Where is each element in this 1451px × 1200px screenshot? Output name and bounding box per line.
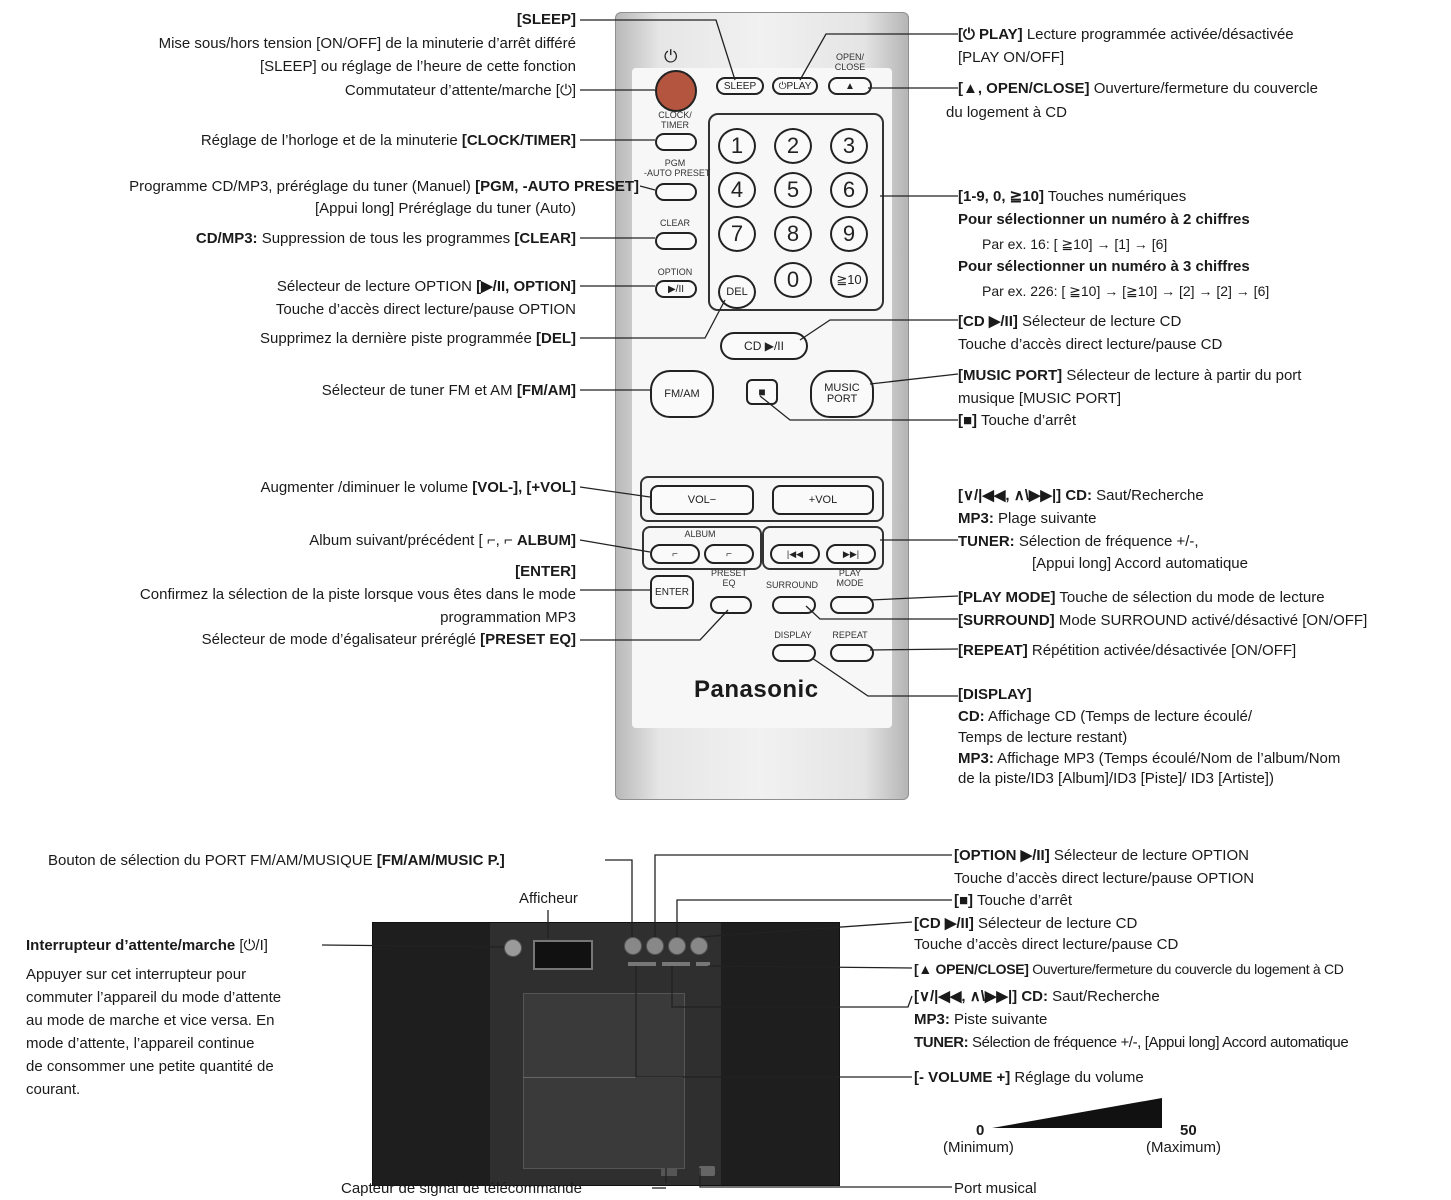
preset-eq-caption: PRESET EQ bbox=[710, 568, 747, 588]
display-window bbox=[533, 940, 593, 970]
num-2digit: Pour sélectionner un numéro à 2 chiffres bbox=[958, 211, 1250, 228]
enter-button[interactable]: ENTER bbox=[650, 575, 694, 609]
vol-plus-button[interactable]: +VOL bbox=[772, 485, 874, 515]
clear-button[interactable] bbox=[655, 232, 697, 250]
clear-caption: CLEAR bbox=[659, 218, 690, 228]
play-mode-label: [PLAY MODE] Touche de sélection du mode de lecture bbox=[958, 589, 1325, 606]
mp-label: [MUSIC PORT] Sélecteur de lecture à partir du port bbox=[958, 367, 1302, 384]
music-port-label: Port musical bbox=[954, 1180, 1037, 1197]
album-label: Album suivant/précédent [ ⌐, ⌐ ALBUM] bbox=[309, 532, 576, 549]
sleep-button[interactable]: SLEEP bbox=[716, 77, 764, 95]
number-button[interactable]: 8 bbox=[774, 216, 812, 252]
repeat-button[interactable] bbox=[830, 644, 874, 662]
device-standby-label: Interrupteur d’attente/marche [⏻/I] bbox=[26, 937, 268, 954]
number-button[interactable]: 2 bbox=[774, 128, 812, 164]
standby-label: Commutateur d’attente/marche [⏻] bbox=[344, 82, 576, 99]
surround-caption: SURROUND bbox=[765, 580, 818, 590]
open-label: [▲, OPEN/CLOSE] Ouverture/fermeture du couvercle bbox=[958, 80, 1318, 97]
number-button[interactable]: 9 bbox=[830, 216, 868, 252]
number-button[interactable]: 1 bbox=[718, 128, 756, 164]
album-prev-button[interactable]: ⌐ bbox=[650, 544, 700, 564]
display-mp3-line2: de la piste/ID3 [Album]/ID3 [Piste]/ ID3 [Artiste]) bbox=[958, 770, 1274, 787]
enter-title: [ENTER] bbox=[515, 563, 576, 580]
num-3digit: Pour sélectionner un numéro à 3 chiffres bbox=[958, 258, 1250, 275]
volume-ramp bbox=[990, 1096, 1170, 1130]
skip-label: [∨/|◀◀, ∧\▶▶|] CD: Saut/Recherche bbox=[958, 487, 1204, 504]
display-cd-line2: Temps de lecture restant) bbox=[958, 729, 1128, 746]
standby-desc-6: courant. bbox=[26, 1081, 81, 1098]
stop-device-button[interactable] bbox=[668, 937, 686, 955]
play-line2: [PLAY ON/OFF] bbox=[958, 49, 1065, 66]
clock-timer-button[interactable] bbox=[655, 133, 697, 151]
play-mode-button[interactable] bbox=[830, 596, 874, 614]
option-label: Sélecteur de lecture OPTION [▶/II, OPTION] bbox=[276, 278, 576, 295]
cd-line2: Touche d’accès direct lecture/pause CD bbox=[958, 336, 1223, 353]
standby-desc-2: commuter l’appareil du mode d’attente bbox=[26, 989, 282, 1006]
volume-key[interactable] bbox=[628, 962, 656, 966]
main-unit bbox=[372, 922, 840, 1186]
skip-tuner: TUNER: Sélection de fréquence +/-, bbox=[958, 533, 1199, 550]
display-cd: CD: Affichage CD (Temps de lecture écoulé/ bbox=[958, 708, 1253, 725]
power-icon: ⏻ bbox=[664, 47, 678, 66]
sleep-line2: [SLEEP] ou réglage de l’heure de cette fonction bbox=[259, 58, 576, 75]
play-mode-caption: PLAY MODE bbox=[836, 568, 864, 588]
music-port-jack bbox=[699, 1166, 715, 1176]
volume-max-label: (Maximum) bbox=[1146, 1139, 1221, 1156]
number-button[interactable]: ≧10 bbox=[830, 262, 868, 298]
cd-play-device-button[interactable] bbox=[690, 937, 708, 955]
number-button[interactable]: 3 bbox=[830, 128, 868, 164]
stop-button[interactable]: ■ bbox=[746, 379, 778, 405]
stop-label: [■] Touche d’arrêt bbox=[958, 412, 1077, 429]
standby-desc-3: au mode de marche et vice versa. En bbox=[26, 1012, 275, 1029]
option-button[interactable]: ▶/II bbox=[655, 280, 697, 298]
del-button[interactable]: DEL bbox=[718, 275, 756, 309]
album-next-button[interactable]: ⌐ bbox=[704, 544, 754, 564]
clear-label: CD/MP3: Suppression de tous les programmes [CLEAR] bbox=[195, 230, 576, 247]
volume-min: 0 bbox=[976, 1122, 985, 1139]
display-caption: DISPLAY bbox=[774, 630, 812, 640]
clock-label: Réglage de l’horloge et de la minuterie [CLOCK/TIMER] bbox=[200, 132, 576, 149]
sleep-title: [SLEEP] bbox=[516, 11, 576, 28]
display-label: [DISPLAY] bbox=[958, 686, 1032, 703]
mp-line2: musique [MUSIC PORT] bbox=[958, 390, 1122, 407]
pgm-label: Programme CD/MP3, préréglage du tuner (Manuel) [PGM, -AUTO PRESET] bbox=[129, 178, 639, 195]
option-caption: OPTION bbox=[657, 267, 693, 277]
device-volume-label: [- VOLUME +] Réglage du volume bbox=[914, 1069, 1144, 1086]
display-button[interactable] bbox=[772, 644, 816, 662]
number-button[interactable]: 4 bbox=[718, 172, 756, 208]
pgm-line2: [Appui long] Préréglage du tuner (Auto) bbox=[315, 200, 576, 217]
pgm-caption: PGM -AUTO PRESET bbox=[644, 158, 711, 178]
pgm-button[interactable] bbox=[655, 183, 697, 201]
num-2ex: Par ex. 16: [ ≧10] → [1] → [6] bbox=[982, 236, 1168, 252]
number-button[interactable]: 7 bbox=[718, 216, 756, 252]
device-open-label: [▲ OPEN/CLOSE] Ouverture/fermeture du couvercle du logement à CD bbox=[914, 961, 1344, 977]
number-button[interactable]: 5 bbox=[774, 172, 812, 208]
open-close-caption: OPEN/ CLOSE bbox=[834, 52, 866, 72]
device-skip-label: [∨/|◀◀, ∧\▶▶|] CD: Saut/Recherche bbox=[914, 988, 1160, 1005]
enter-line2: programmation MP3 bbox=[440, 609, 576, 626]
sensor-window bbox=[661, 1168, 677, 1176]
skip-next-button[interactable]: ▶▶| bbox=[826, 544, 876, 564]
repeat-caption: REPEAT bbox=[832, 630, 868, 640]
skip-tuner-line2: [Appui long] Accord automatique bbox=[1032, 555, 1248, 572]
del-label: Supprimez la dernière piste programmée [DEL] bbox=[260, 330, 576, 347]
device-tuner-label: TUNER: Sélection de fréquence +/-, [Appui long] Accord automatique bbox=[914, 1034, 1349, 1051]
open-close-button[interactable]: ▲ bbox=[828, 77, 872, 95]
num-3ex: Par ex. 226: [ ≧10] → [≧10] → [2] → [2] → [6] bbox=[982, 283, 1270, 299]
fmam-music-button[interactable] bbox=[624, 937, 642, 955]
power-button[interactable] bbox=[655, 70, 697, 112]
play-timer-button[interactable]: ⏻PLAY bbox=[772, 77, 818, 95]
sensor-label: Capteur de signal de télécommande bbox=[341, 1180, 582, 1197]
skip-prev-button[interactable]: |◀◀ bbox=[770, 544, 820, 564]
device-option-line2: Touche d’accès direct lecture/pause OPTION bbox=[954, 870, 1255, 887]
number-button[interactable]: 6 bbox=[830, 172, 868, 208]
preset-eq-button[interactable] bbox=[710, 596, 752, 614]
device-cd-line2: Touche d’accès direct lecture/pause CD bbox=[914, 936, 1179, 953]
vol-label: Augmenter /diminuer le volume [VOL-], [+VOL] bbox=[260, 479, 576, 496]
standby-switch[interactable] bbox=[504, 939, 522, 957]
afficheur-label: Afficheur bbox=[519, 890, 578, 907]
device-cd-label: [CD ▶/II] Sélecteur de lecture CD bbox=[914, 915, 1138, 932]
repeat-label: [REPEAT] Répétition activée/désactivée [ON/OFF] bbox=[958, 642, 1297, 659]
brand-logo: Panasonic bbox=[694, 676, 819, 703]
open-close-key[interactable] bbox=[696, 962, 710, 966]
surround-label: [SURROUND] Mode SURROUND activé/désactivé [ON/OFF] bbox=[958, 612, 1368, 629]
device-mp3-label: MP3: Piste suivante bbox=[914, 1011, 1048, 1028]
device-option-label: [OPTION ▶/II] Sélecteur de lecture OPTION bbox=[954, 847, 1249, 864]
clock-timer-caption: CLOCK/ TIMER bbox=[658, 110, 692, 130]
option-play-button[interactable] bbox=[646, 937, 664, 955]
sleep-line1: Mise sous/hors tension [ON/OFF] de la minuterie d’arrêt différé bbox=[158, 35, 576, 52]
num-label: [1-9, 0, ≧10] Touches numériques bbox=[958, 188, 1187, 205]
play-label: [⏻ PLAY] Lecture programmée activée/désactivée bbox=[958, 26, 1294, 43]
standby-desc-5: de consommer une petite quantité de bbox=[26, 1058, 274, 1075]
volume-min-label: (Minimum) bbox=[943, 1139, 1014, 1156]
number-button[interactable]: 0 bbox=[774, 262, 812, 298]
volume-max: 50 bbox=[1180, 1122, 1197, 1139]
skip-key[interactable] bbox=[662, 962, 690, 966]
surround-button[interactable] bbox=[772, 596, 816, 614]
open-line2: du logement à CD bbox=[946, 104, 1067, 121]
display-mp3: MP3: Affichage MP3 (Temps écoulé/Nom de l’album/Nom bbox=[958, 750, 1341, 767]
music-port-button[interactable]: MUSIC PORT bbox=[810, 370, 874, 418]
device-fmam-label: Bouton de sélection du PORT FM/AM/MUSIQUE [FM/AM/MUSIC P.] bbox=[48, 852, 505, 869]
fmam-label: Sélecteur de tuner FM et AM [FM/AM] bbox=[321, 382, 576, 399]
enter-line1: Confirmez la sélection de la piste lorsque vous êtes dans le mode bbox=[139, 586, 576, 603]
left-speaker bbox=[373, 923, 491, 1185]
cd-lid bbox=[523, 993, 685, 1169]
eq-label: Sélecteur de mode d’égalisateur préréglé [PRESET EQ] bbox=[201, 631, 576, 648]
album-caption: ALBUM bbox=[684, 529, 716, 539]
right-speaker bbox=[721, 923, 839, 1185]
standby-desc-1: Appuyer sur cet interrupteur pour bbox=[26, 966, 247, 983]
cd-play-pause-button[interactable]: CD ▶/II bbox=[720, 332, 808, 360]
cd-label: [CD ▶/II] Sélecteur de lecture CD bbox=[958, 313, 1182, 330]
standby-desc-4: mode d’attente, l’appareil continue bbox=[26, 1035, 255, 1052]
option-line2: Touche d’accès direct lecture/pause OPTION bbox=[275, 301, 576, 318]
device-stop-label: [■] Touche d’arrêt bbox=[954, 892, 1073, 909]
vol-minus-button[interactable]: VOL− bbox=[650, 485, 754, 515]
cd-lid-divider bbox=[523, 1077, 683, 1078]
fm-am-button[interactable]: FM/AM bbox=[650, 370, 714, 418]
skip-mp3: MP3: Plage suivante bbox=[958, 510, 1097, 527]
